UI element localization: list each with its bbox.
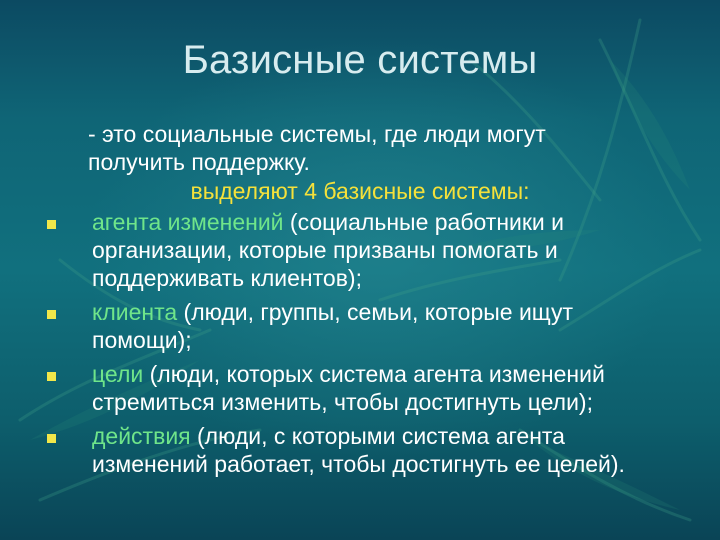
bullet-text: (люди, которых система агента изменений стремиться изменить, чтобы достигнуть цели); bbox=[92, 361, 605, 415]
square-bullet-icon bbox=[47, 372, 56, 381]
square-bullet-icon bbox=[47, 434, 56, 443]
list-item bbox=[0, 360, 652, 416]
intro-line-2: получить поддержку. bbox=[88, 149, 310, 175]
intro-line-1: - это социальные системы, где люди могут bbox=[88, 121, 546, 147]
intro-text bbox=[88, 120, 648, 176]
bullet-text: (люди, с которыми система агента изменений работает, чтобы достигнуть ее целей). bbox=[92, 423, 625, 477]
slide-title: Базисные системы bbox=[182, 38, 538, 82]
bullet-text: (люди, группы, семьи, которые ищут помощи); bbox=[92, 299, 574, 353]
bullet-term: действия bbox=[92, 423, 191, 449]
bullet-term: цели bbox=[92, 361, 144, 387]
list-item bbox=[0, 422, 652, 478]
bullet-text: (социальные работники и организации, которые призваны помогать и поддерживать клиентов); bbox=[92, 209, 565, 291]
bullet-list bbox=[0, 208, 720, 484]
list-item bbox=[0, 298, 652, 354]
list-item bbox=[0, 208, 652, 292]
bullet-term: агента изменений bbox=[92, 209, 284, 235]
square-bullet-icon bbox=[47, 310, 56, 319]
bullet-term: клиента bbox=[92, 299, 178, 325]
square-bullet-icon bbox=[47, 220, 56, 229]
subheading: выделяют 4 базисные системы: bbox=[190, 178, 530, 204]
